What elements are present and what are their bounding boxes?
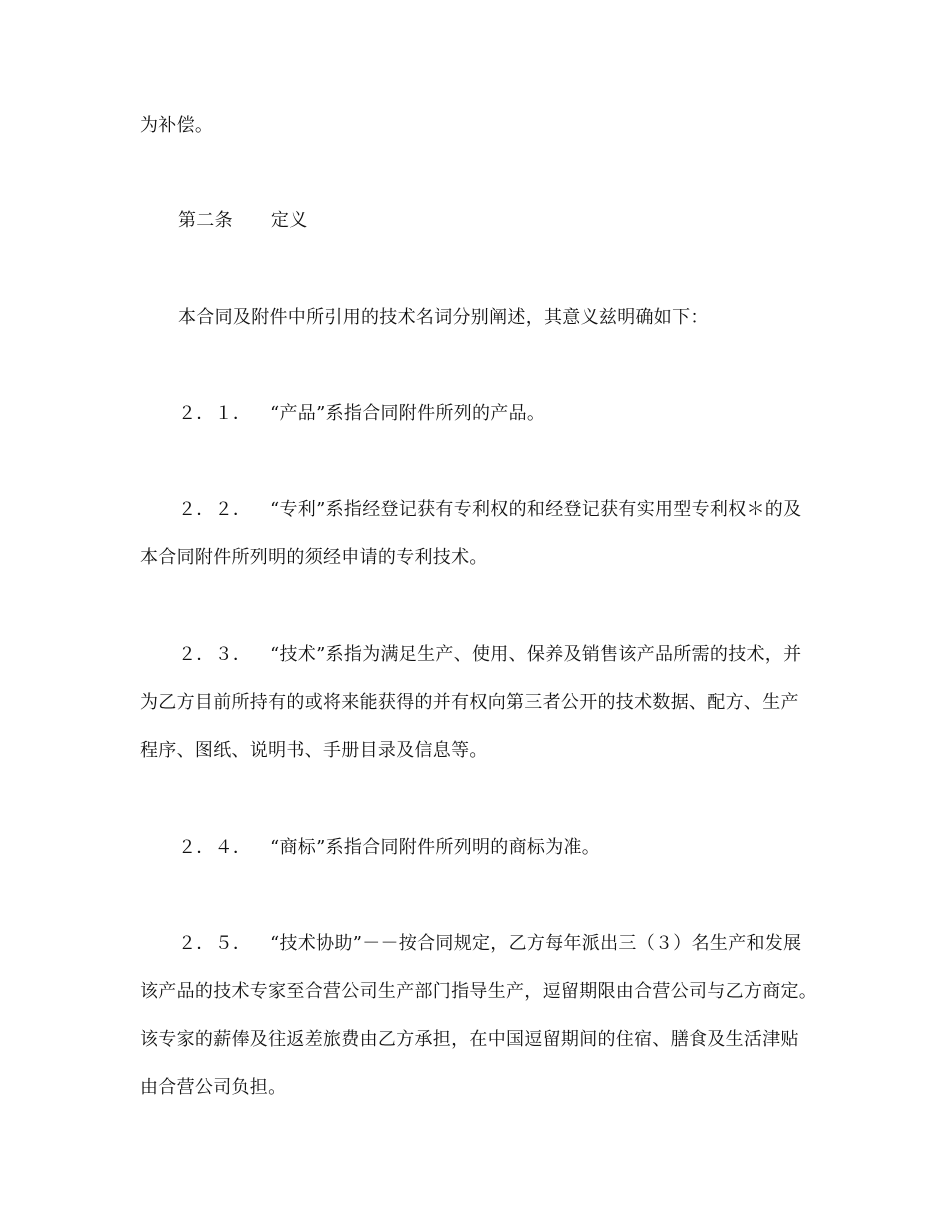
clause-number: ２．１．	[178, 403, 252, 424]
clause-number: ２．５．	[178, 933, 252, 954]
article-number: 第二条	[178, 210, 233, 231]
clause-2-5-line-3: 该专家的薪俸及往返差旅费由乙方承担，在中国逗留期间的住宿、膳食及生活津贴	[140, 1029, 799, 1050]
clause-2-3-line-3: 程序、图纸、说明书、手册目录及信息等。	[140, 740, 488, 761]
clause-2-2-line-2: 本合同附件所列明的须经申请的专利技术。	[140, 547, 488, 568]
clause-text: “技术”系指为满足生产、使用、保养及销售该产品所需的技术，并	[270, 644, 802, 665]
clause-2-5-line-4: 由合营公司负担。	[140, 1077, 287, 1098]
intro-paragraph: 本合同及附件中所引用的技术名词分别阐述，其意义兹明确如下：	[178, 307, 709, 328]
article-heading	[178, 209, 815, 233]
clause-text: “技术协助”－－按合同规定，乙方每年派出三（３）名生产和发展	[270, 933, 802, 954]
clause-2-5-line-1	[178, 932, 815, 956]
clause-number: ２．２．	[178, 499, 252, 520]
clause-text: “产品”系指合同附件所列的产品。	[270, 403, 546, 424]
clause-2-5-line-2: 该产品的技术专家至合营公司生产部门指导生产，逗留期限由合营公司与乙方商定。	[140, 981, 818, 1002]
clause-2-1-line-1	[178, 402, 815, 426]
fragment-line: 为补偿。	[140, 115, 214, 136]
clause-2-3-line-2: 为乙方目前所持有的或将来能获得的并有权向第三者公开的技术数据、配方、生产	[140, 692, 799, 713]
clause-2-3-line-1	[178, 643, 815, 667]
clause-2-2-line-1	[178, 498, 815, 522]
clause-number: ２．４．	[178, 837, 252, 858]
clause-text: “专利”系指经登记获有专利权的和经登记获有实用型专利权＊的及	[270, 499, 802, 520]
clause-number: ２．３．	[178, 644, 252, 665]
article-title: 定义	[270, 210, 308, 231]
clause-2-4-line-1	[178, 836, 815, 860]
clause-text: “商标”系指合同附件所列明的商标为准。	[270, 837, 601, 858]
